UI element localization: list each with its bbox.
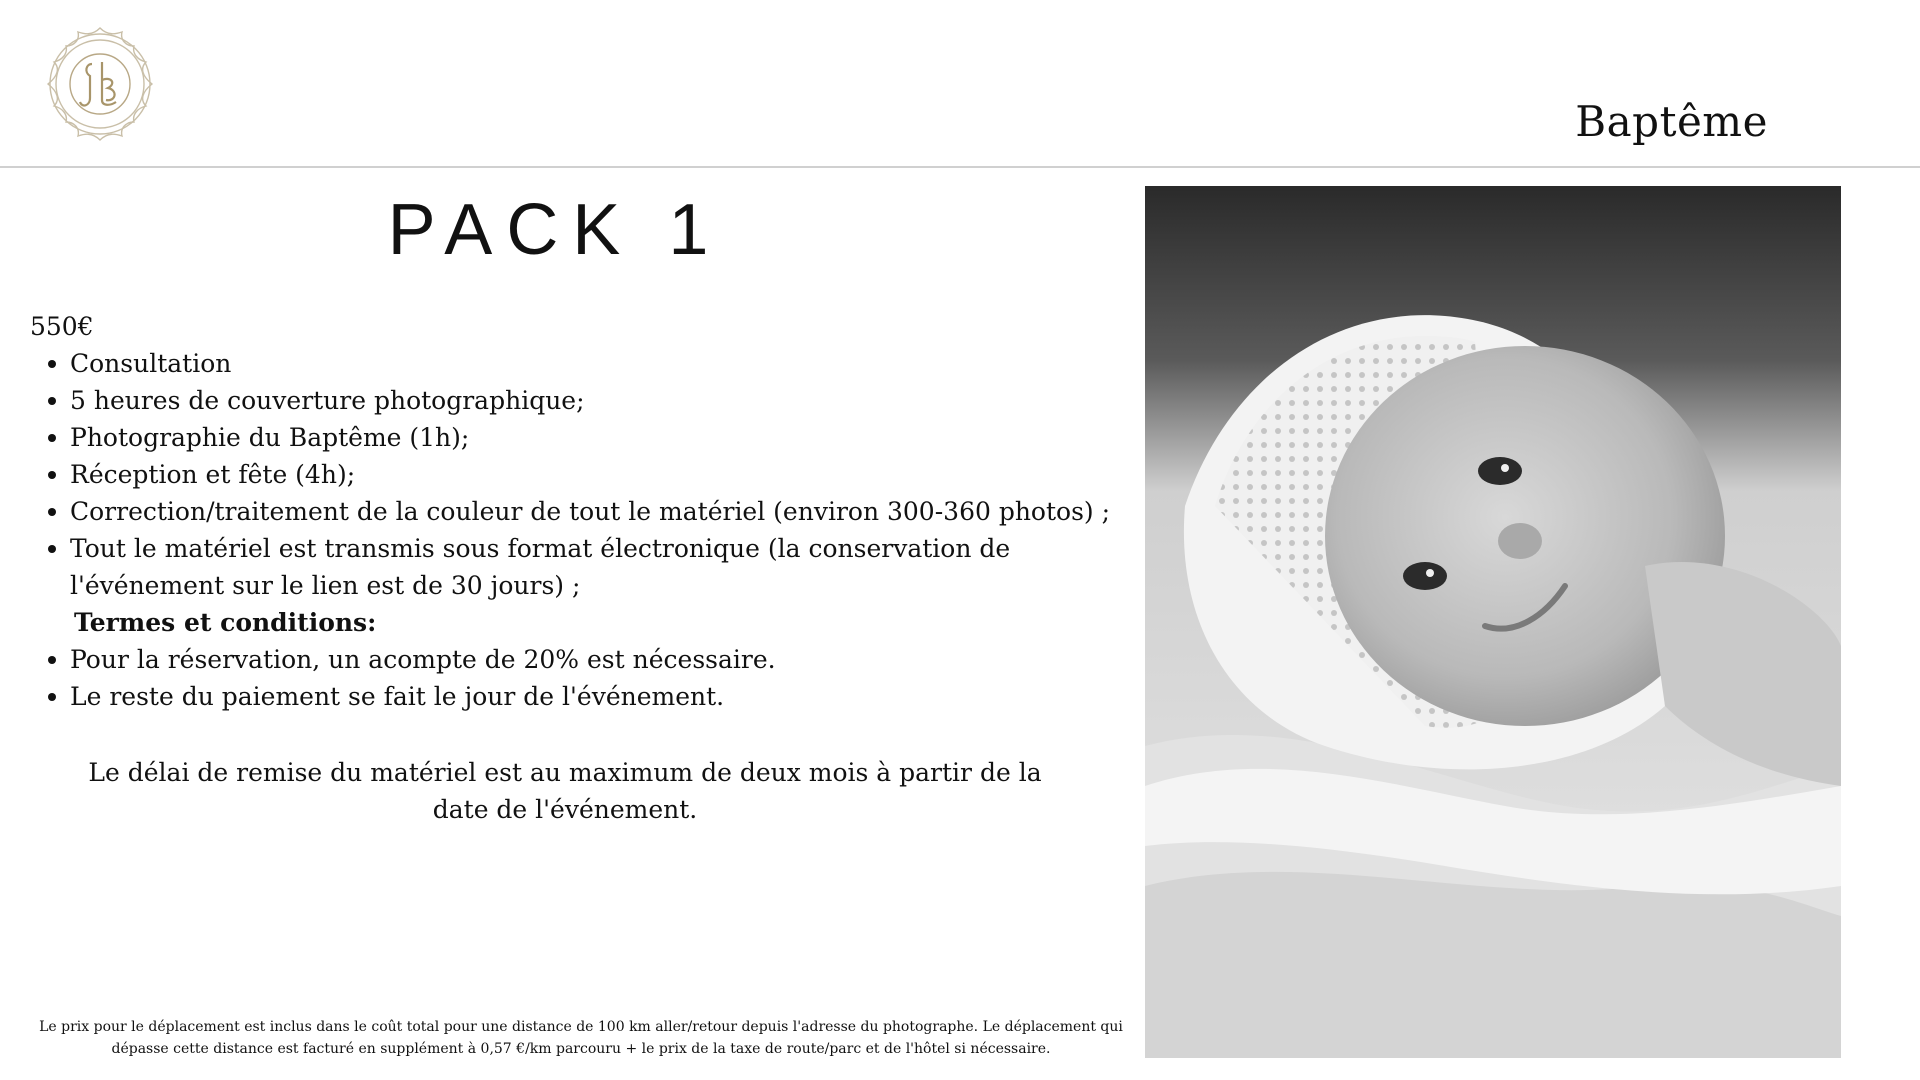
- travel-cost-footnote: Le prix pour le déplacement est inclus dans le coût total pour une distance de 100 km aller/retour depuis l'adresse du photographe. Le déplacement qui dépasse cette distance est facturé en supplément à 0,57 €/km parcouru + le prix de la taxe de route/parc et de l'hôtel si nécessaire.: [39, 1019, 1123, 1057]
- feature-item: Réception et fête (4h);: [70, 456, 1120, 493]
- pack-price: 550€: [30, 312, 94, 341]
- baby-baptism-photo: [1145, 186, 1841, 1058]
- terms-item: Le reste du paiement se fait le jour de l'événement.: [70, 678, 1120, 715]
- feature-item: Correction/traitement de la couleur de tout le matériel (environ 300-360 photos) ;: [70, 493, 1120, 530]
- terms-heading: Termes et conditions:: [74, 608, 377, 637]
- pack-details: [30, 308, 1120, 715]
- feature-item: Photographie du Baptême (1h);: [70, 419, 1120, 456]
- terms-list: [30, 641, 1120, 715]
- brand-logo: [36, 20, 164, 148]
- terms-item: Pour la réservation, un acompte de 20% est nécessaire.: [70, 641, 1120, 678]
- baby-photo-illustration: [1145, 186, 1841, 1058]
- pack-title: PACK 1: [387, 190, 723, 270]
- delivery-delay-note: Le délai de remise du matériel est au maximum de deux mois à partir de la date de l'événement.: [88, 758, 1042, 824]
- feature-item: Consultation: [70, 345, 1120, 382]
- ornate-monogram-logo-icon: [36, 20, 164, 148]
- feature-item: Tout le matériel est transmis sous format électronique (la conservation de l'événement sur le lien est de 30 jours) ;: [70, 530, 1120, 604]
- feature-item: 5 heures de couverture photographique;: [70, 382, 1120, 419]
- header-divider: [0, 166, 1920, 168]
- feature-list: [30, 345, 1120, 604]
- page-category-title: Baptême: [1575, 97, 1768, 146]
